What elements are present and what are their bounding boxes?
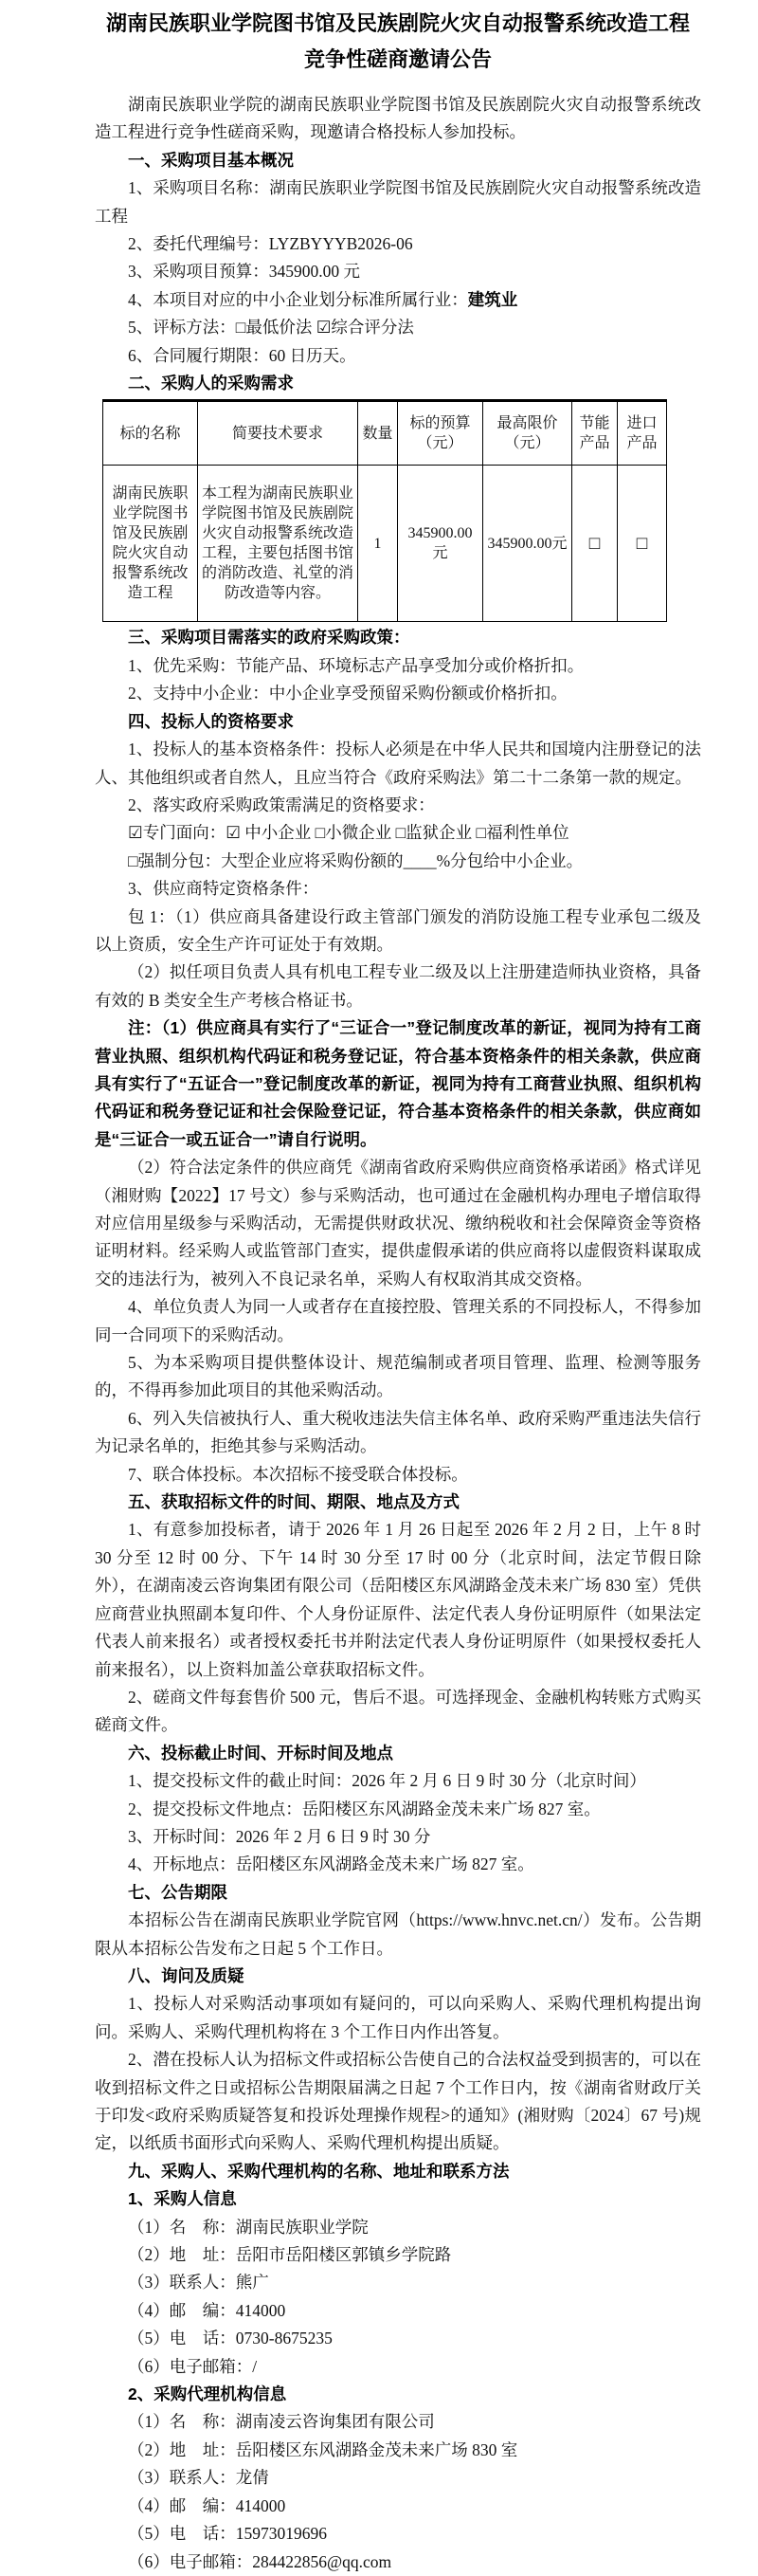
paragraph: （4）邮 编：414000 [128,2495,286,2515]
paragraph: （3）联系人：熊广 [128,2273,269,2293]
col-header-imported: 进口产品 [618,401,667,466]
paragraph: 2、委托代理编号：LYZBYYYB2026-06 [128,234,413,254]
imported-product-checkbox: □ [618,466,667,622]
paragraph: 包 1：（1）供应商具备建设行政主管部门颁发的消防设施工程专业承包二级及以上资质，安全生产许可证处于有效期。 [95,906,701,954]
paragraph: 3、供应商特定资格条件： [128,879,319,899]
paragraph: □强制分包：大型企业应将采购份额的____%分包给中小企业。 [128,850,584,870]
paragraph: （2）地 址：岳阳市岳阳楼区郭镇乡学院路 [128,2245,452,2265]
paragraph: 4、开标地点：岳阳楼区东风湖路金茂未来广场 827 室。 [128,1854,534,1874]
document-title-line1: 湖南民族职业学院图书馆及民族剧院火灾自动报警系统改造工程 [105,11,690,35]
paragraph: 湖南民族职业学院的湖南民族职业学院图书馆及民族剧院火灾自动报警系统改造工程进行竞争性磋商采购，现邀请合格投标人参加投标。 [95,95,701,142]
cell-quantity: 1 [358,466,398,622]
section-basic-overview [95,91,701,397]
cell-budget: 345900.00元 [398,466,483,622]
table-row [103,466,667,622]
paragraph: 1、采购项目名称：湖南民族职业学院图书馆及民族剧院火灾自动报警系统改造工程 [95,178,701,226]
paragraph: 2、潜在投标人认为招标文件或招标公告使自己的合法权益受到损害的，可以在收到招标文件之日或招标公告期限届满之日起 7 个工作日内，按《湖南省财政厅关于印发<政府采购质疑答复和投诉处理操作规程>的通知》(湘财购〔2024〕67 号)规定，以纸质书面形式向采购人、采购代理机构提出质疑。 [95,2050,701,2153]
cell-tech-requirements: 本工程为湖南民族职业学院图书馆及民族剧院火灾自动报警系统改造工程，主要包括图书馆的消防改造、礼堂的消防改造等内容。 [198,466,358,622]
paragraph: 3、开标时间：2026 年 2 月 6 日 9 时 30 分 [128,1826,431,1846]
paragraph: 6、列入失信被执行人、重大税收违法失信主体名单、政府采购严重违法失信行为记录名单的，拒绝其参与采购活动。 [95,1408,701,1456]
bold-text: 建筑业 [467,289,518,309]
procurement-requirements-table [102,399,667,622]
paragraph: （4）邮 编：414000 [128,2300,286,2320]
paragraph: 7、联合体投标。本次招标不接受联合体投标。 [128,1464,468,1484]
section-heading: 1、采购人信息 [128,2189,237,2209]
document-title-line2: 竞争性磋商邀请公告 [303,47,492,71]
cell-subject-name: 湖南民族职业学院图书馆及民族剧院火灾自动报警系统改造工程 [103,466,198,622]
energy-saving-checkbox: □ [572,466,618,622]
col-header-quantity: 数量 [358,401,398,466]
paragraph: 1、提交投标文件的截止时间：2026 年 2 月 6 日 9 时 30 分（北京时间） [128,1771,646,1791]
paragraph: （5）电 话：0730-8675235 [128,2329,333,2348]
paragraph: 注：（1）供应商具有实行了“三证合一”登记制度改革的新证，视同为持有工商营业执照、组织机构代码证和税务登记证，符合基本资格条件的相关条款，供应商具有实行了“五证合一”登记制度改革的新证，视同为持有工商营业执照、组织机构代码证和税务登记证和社会保险登记证，符合基本资格条件的相关条款，供应商如是“三证合一或五证合一”请自行说明。 [95,1018,701,1149]
section-heading: 三、采购项目需落实的政府采购政策： [128,628,410,648]
section-heading: 八、询问及质疑 [128,1965,244,1985]
paragraph: 5、评标方法：□最低价法 ☑综合评分法 [128,318,414,338]
paragraph: 4、本项目对应的中小企业划分标准所属行业：建筑业 [128,289,518,309]
paragraph: 3、采购项目预算：345900.00 元 [128,262,360,282]
paragraph: 1、有意参加投标者，请于 2026 年 1 月 26 日起至 2026 年 2 月 2 日，上午 8 时 30 分至 12 时 00 分、下午 14 时 30 分至 17 时 00 分（北京时间，法定节假日除外），在湖南凌云咨询集团有限公司（岳阳楼区东风湖路金茂未来广场 830 室）凭供应商营业执照副本复印件、个人身份证原件、法定代表人身份证明原件（如果法定代表人前来报名）或者授权委托书并附法定代表人身份证明原件（如果授权委托人前来报名），以上资料加盖公章获取招标文件。 [95,1520,701,1679]
section-heading: 2、采购代理机构信息 [128,2384,287,2404]
paragraph: 2、提交投标文件地点：岳阳楼区东风湖路金茂未来广场 827 室。 [128,1799,601,1818]
paragraph: 1、优先采购：节能产品、环境标志产品享受加分或价格折扣。 [128,655,585,675]
col-header-max-price: 最高限价（元） [483,401,572,466]
section-details [95,624,701,2575]
paragraph: （5）电 话：15973019696 [128,2524,327,2544]
paragraph: 2、磋商文件每套售价 500 元，售后不退。可选择现金、金融机构转账方式购买磋商文件。 [95,1687,701,1735]
paragraph: （1）名 称：湖南民族职业学院 [128,2217,369,2237]
paragraph: 1、投标人的基本资格条件：投标人必须是在中华人民共和国境内注册登记的法人、其他组织或者自然人，且应当符合《政府采购法》第二十二条第一款的规定。 [95,740,701,787]
paragraph: 本招标公告在湖南民族职业学院官网（https://www.hnvc.net.cn/）发布。公告期限从本招标公告发布之日起 5 个工作日。 [95,1910,701,1958]
section-heading: 六、投标截止时间、开标时间及地点 [128,1743,393,1763]
paragraph: （6）电子邮箱：/ [128,2356,258,2376]
section-heading: 二、采购人的采购需求 [128,374,294,393]
paragraph: 2、落实政府采购政策需满足的资格要求： [128,795,435,814]
col-header-budget: 标的预算（元） [398,401,483,466]
paragraph: （2）拟任项目负责人具有机电工程专业二级及以上注册建造师执业资格，具备有效的 B 类安全生产考核合格证书。 [95,962,701,1010]
col-header-tech-requirements: 简要技术要求 [198,401,358,466]
col-header-subject-name: 标的名称 [103,401,198,466]
paragraph: （2）地 址：岳阳楼区东风湖路金茂未来广场 830 室 [128,2439,518,2459]
document-title [95,6,701,78]
section-heading: 一、采购项目基本概况 [128,150,294,170]
table-header-row [103,401,667,466]
paragraph: 2、支持中小企业：中小企业享受预留采购份额或价格折扣。 [128,684,568,703]
cell-max-price: 345900.00元 [483,466,572,622]
paragraph: ☑专门面向：☑ 中小企业 □小微企业 □监狱企业 □福利性单位 [128,823,569,843]
paragraph: （1）名 称：湖南凌云咨询集团有限公司 [128,2412,435,2432]
paragraph: 1、投标人对采购活动事项如有疑问的，可以向采购人、采购代理机构提出询问。采购人、采购代理机构将在 3 个工作日内作出答复。 [95,1994,701,2041]
section-heading: 九、采购人、采购代理机构的名称、地址和联系方法 [128,2161,510,2181]
paragraph: 6、合同履行期限：60 日历天。 [128,345,356,365]
paragraph: （2）符合法定条件的供应商凭《湖南省政府采购供应商资格承诺函》格式详见（湘财购【2022】17 号文）参与采购活动，也可通过在金融机构办理电子增信取得对应信用星级参与采购活动，无需提供财政状况、缴纳税收和社会保障资金等资格证明材料。经采购人或监管部门查实，提供虚假承诺的供应商将以虚假资料谋取成交的违法行为，被列入不良记录名单，采购人有权取消其成交资格。 [95,1158,701,1288]
paragraph: 5、为本采购项目提供整体设计、规范编制或者项目管理、监理、检测等服务的，不得再参加此项目的其他采购活动。 [95,1353,701,1400]
section-heading: 七、公告期限 [128,1882,227,1902]
section-heading: 五、获取招标文件的时间、期限、地点及方式 [128,1492,460,1512]
paragraph: （3）联系人：龙倩 [128,2468,269,2488]
paragraph: 4、单位负责人为同一人或者存在直接控股、管理关系的不同投标人，不得参加同一合同项下的采购活动。 [95,1297,701,1344]
col-header-energy-saving: 节能产品 [572,401,618,466]
section-heading: 四、投标人的资格要求 [128,711,294,731]
paragraph: （6）电子邮箱：284422856@qq.com [128,2551,392,2571]
